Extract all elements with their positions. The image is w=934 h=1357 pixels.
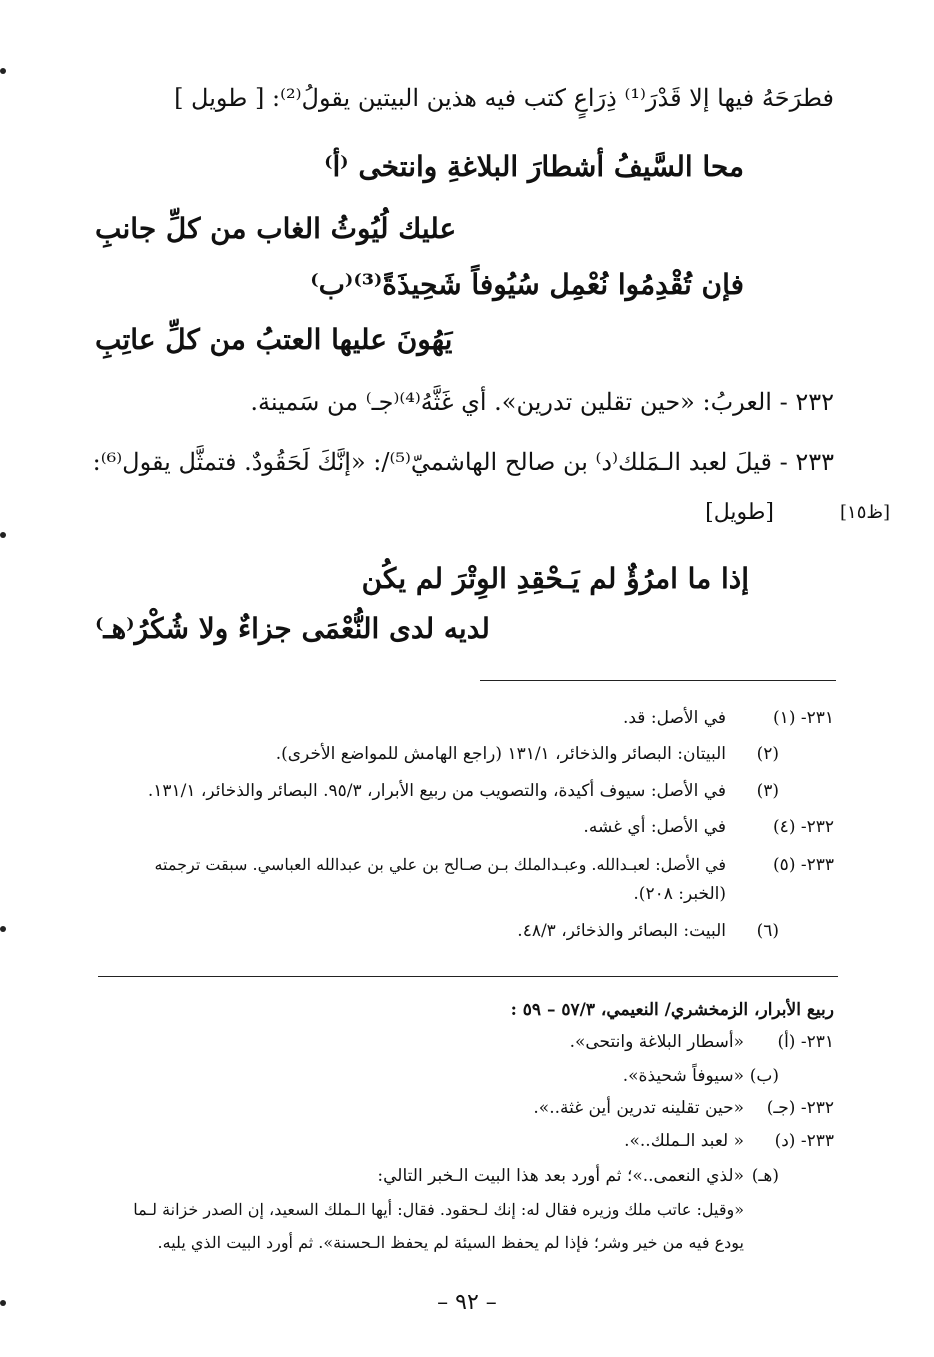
footnote-number: ٢٣٢- (جـ) xyxy=(766,1098,834,1118)
verse-1-second-hemistich: عليك لُيُوثُ الغاب من كلِّ جانبِ xyxy=(95,212,457,245)
intro-line: فطرَحَهُ فيها إلا قَدْرَ⁽¹⁾ ذِرَاعٍ كتب فيه هذين البيتين يقولُ⁽²⁾: [ طويل ] xyxy=(174,84,834,112)
verse-3-second-hemistich: لديه لدى النُّعْمَى جزاءٌ ولا شُكْرُ⁽هـ⁾ xyxy=(95,612,490,645)
binding-mark xyxy=(0,926,6,932)
footnote-text: البيتان: البصائر والذخائر، ١٣١/١ (راجع الهامش للمواضع الأخرى). xyxy=(275,744,726,764)
footnote-number: ٢٣١- (أ) xyxy=(777,1032,834,1052)
footnote-number: (٦) xyxy=(756,921,779,941)
verse-1-first-hemistich: محا السَّيفُ أشطارَ البلاغةِ وانتخى ⁽أ⁾ xyxy=(324,150,744,183)
verse-2-second-hemistich: يَهُونَ عليها العتبُ من كلِّ عاتِبِ xyxy=(95,323,453,356)
footnote-text: يودع فيه من خير وشر؛ فإذا لم يحفظ السيئة لم يحفظ الـحسنة». ثم أورد البيت الذي يليه. xyxy=(157,1233,744,1252)
footnote-number: (٢) xyxy=(756,744,779,764)
footnote-text: في الأصل: سيوف أكيدة، والتصويب من ربيع الأبرار، ٩٥/٣. البصائر والذخائر، ١٣١/١. xyxy=(147,781,726,801)
footnote-text: في الأصل: قد. xyxy=(622,708,726,728)
footnote-text: في الأصل: أي غشه. xyxy=(583,817,726,837)
footnote-text: «أسطار البلاغة وانتحى». xyxy=(569,1032,744,1052)
footnote-text: البيت: البصائر والذخائر، ٤٨/٣. xyxy=(517,921,726,941)
footnote-text: «وقيل: عاتب ملك وزيره فقال له: إنك لـحقود. فقال: أيها الـملك السعيد، إن الصدر خزانة لـما xyxy=(133,1200,744,1219)
footnote-text: في الأصل: لعبـدالله. وعبـدالملك بـن صـالح بن علي بن عبدالله العباسي. سبقت ترجمته xyxy=(154,855,726,874)
meter-label: [طويل] xyxy=(705,500,774,525)
binding-mark xyxy=(0,68,6,74)
footnote-text: «سيوفاً شحيذة». xyxy=(622,1066,744,1086)
page-number: – ٩٢ – xyxy=(437,1290,497,1315)
footnote-separator xyxy=(480,680,836,681)
verse-3-first-hemistich: إذا ما امرُؤٌ لم يَـحْقِدِ الوِتْرَ لم يكُن xyxy=(361,562,749,595)
footnote-number: (هـ) xyxy=(751,1166,779,1186)
footnote-number: (ب) xyxy=(749,1066,779,1086)
binding-mark xyxy=(0,532,6,538)
margin-folio-tag: [ظ١٥] xyxy=(840,502,891,523)
footnote-text: «حين تقلينه تدرين أين غثة..». xyxy=(533,1098,744,1118)
footnote-number: ٢٣٣- (د) xyxy=(774,1131,834,1151)
sources-separator xyxy=(98,976,838,977)
footnote-text: «لذي النعمى..»؛ ثم أورد بعد هذا البيت الـخبر التالي: xyxy=(377,1166,744,1186)
footnote-text: (الخبر: ٢٠٨). xyxy=(633,884,726,904)
footnote-text: « لعبد الـملك..». xyxy=(624,1131,744,1151)
sources-heading: ربيع الأبرار، الزمخشري/ النعيمي، ٥٧/٣ – ٥٩ : xyxy=(510,1000,834,1020)
footnote-number: (٣) xyxy=(756,781,779,801)
footnote-number: ٢٣١- (١) xyxy=(773,708,834,728)
entry-232: ٢٣٢ - العربُ: «حين تقلين تدرين». أي غَثَّهُ⁽⁴⁾⁽جـ⁾ من سَمينة. xyxy=(250,388,834,416)
footnote-number: ٢٣٣- (٥) xyxy=(773,855,834,875)
footnote-number: ٢٣٢- (٤) xyxy=(773,817,834,837)
verse-2-first-hemistich: فإن تُقْدِمُوا نُعْمِل سُيُوفاً شَحِيذَةً⁽³⁾⁽ب⁾ xyxy=(310,268,744,301)
entry-233: ٢٣٣ - قيلَ لعبد الـمَلك⁽د⁾ بن صالح الهاشميّ⁽⁵⁾/: «إنَّكَ لَحَقُودٌ. فتمثَّل يقول⁽⁶⁾: xyxy=(92,448,834,476)
